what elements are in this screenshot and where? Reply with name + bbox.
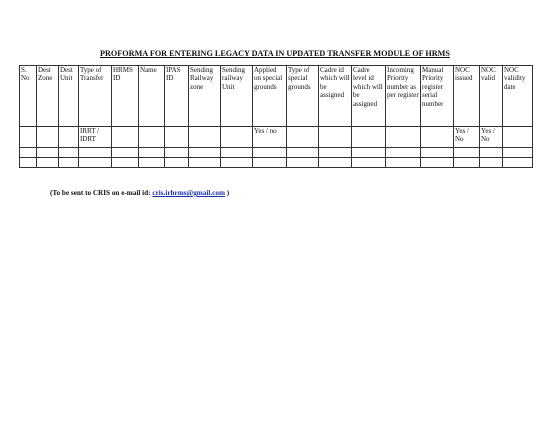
table-cell — [165, 127, 189, 148]
table-cell — [79, 148, 112, 158]
proforma-table — [19, 65, 533, 168]
table-cell — [454, 158, 480, 168]
column-header-dest-zone: Dest Zone — [37, 66, 59, 127]
table-cell — [221, 158, 253, 168]
table-cell — [189, 158, 221, 168]
table-cell — [221, 148, 253, 158]
column-header-s-no: S. No — [20, 66, 37, 127]
table-cell — [221, 127, 253, 148]
page-title: PROFORMA FOR ENTERING LEGACY DATA IN UPDATED TRANSFER MODULE OF HRMS — [100, 49, 450, 58]
table-row — [20, 148, 533, 158]
table-cell — [59, 148, 79, 158]
table-cell — [503, 127, 533, 148]
table-cell — [319, 158, 352, 168]
table-cell — [287, 148, 319, 158]
table-cell — [20, 148, 37, 158]
footer-note — [50, 189, 229, 197]
table-cell — [480, 158, 503, 168]
table-cell — [112, 158, 139, 168]
column-header-ipas-id: IPAS ID — [165, 66, 189, 127]
column-header-cadre-level-id: Cadre level id which will be assigned — [352, 66, 386, 127]
table-cell — [454, 148, 480, 158]
table-cell — [189, 148, 221, 158]
table-cell — [386, 148, 421, 158]
table-cell — [59, 127, 79, 148]
table-cell — [352, 127, 386, 148]
column-header-type-of-transfer: Type of Transfer — [79, 66, 112, 127]
column-header-incoming-priority-number: Incoming Priority number as per register — [386, 66, 421, 127]
table-cell: IRRT / IDRT — [79, 127, 112, 148]
table-cell: Yes / No — [454, 127, 480, 148]
table-cell — [139, 158, 165, 168]
footer-prefix: (To be sent to CRIS on e-mail id: — [50, 189, 153, 197]
table-cell — [319, 148, 352, 158]
table-cell — [386, 158, 421, 168]
column-header-applied-on-special-grounds: Applied on special grounds — [253, 66, 287, 127]
table-cell — [352, 158, 386, 168]
table-row — [20, 127, 533, 148]
column-header-dest-unit: Dest Unit — [59, 66, 79, 127]
column-header-name: Name — [139, 66, 165, 127]
table-cell — [139, 127, 165, 148]
table-cell — [37, 127, 59, 148]
table-cell — [319, 127, 352, 148]
table-cell — [189, 127, 221, 148]
column-header-manual-priority-register-serial: Manual Priority register serial number — [421, 66, 454, 127]
table-cell — [421, 158, 454, 168]
table-cell — [352, 148, 386, 158]
table-row — [20, 158, 533, 168]
column-header-type-of-special-grounds: Type of special grounds — [287, 66, 319, 127]
table-cell — [421, 127, 454, 148]
column-header-noc-validity-date: NOC validity date — [503, 66, 533, 127]
table-cell — [79, 158, 112, 168]
column-header-noc-issued: NOC issued — [454, 66, 480, 127]
table-cell — [253, 158, 287, 168]
table-cell — [287, 158, 319, 168]
table-body — [20, 127, 533, 168]
column-header-sending-railway-zone: Sending Railway zone — [189, 66, 221, 127]
footer-suffix: ) — [224, 189, 230, 197]
table-cell — [37, 158, 59, 168]
table-cell — [112, 127, 139, 148]
table-cell — [20, 127, 37, 148]
column-header-noc-valid: NOC valid — [480, 66, 503, 127]
table-cell — [112, 148, 139, 158]
table-cell — [59, 158, 79, 168]
table-cell — [503, 158, 533, 168]
table-cell: Yes / no — [253, 127, 287, 148]
table-cell — [165, 148, 189, 158]
column-header-hrms-id: HRMS ID — [112, 66, 139, 127]
table-cell — [253, 148, 287, 158]
table-cell — [165, 158, 189, 168]
table-cell — [421, 148, 454, 158]
column-header-sending-railway-unit: Sending railway Unit — [221, 66, 253, 127]
table-cell — [20, 158, 37, 168]
table-cell — [139, 148, 165, 158]
table-cell — [37, 148, 59, 158]
table-cell — [386, 127, 421, 148]
column-header-cadre-id: Cadre id which will be assigned — [319, 66, 352, 127]
table-cell — [480, 148, 503, 158]
header-row — [20, 66, 533, 127]
table-cell: Yes / No — [480, 127, 503, 148]
table-cell — [503, 148, 533, 158]
email-link[interactable]: cris.irhrms@gmail.com — [152, 189, 225, 197]
table-cell — [287, 127, 319, 148]
